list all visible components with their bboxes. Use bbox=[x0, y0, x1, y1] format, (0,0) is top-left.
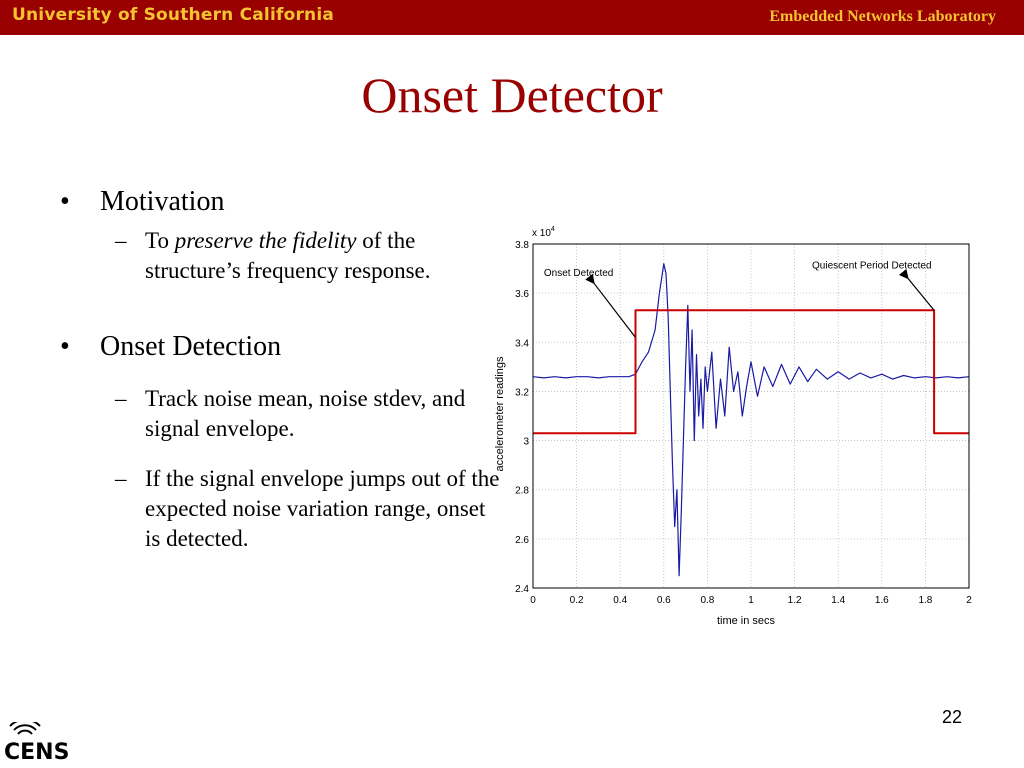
x-tick-label: 1 bbox=[748, 595, 754, 606]
text-run: of the structure’s frequency response. bbox=[145, 228, 431, 283]
usc-logo: University of Southern California bbox=[12, 5, 335, 25]
bullet-dot-icon: • bbox=[60, 186, 70, 217]
bullet-dot-icon: • bbox=[60, 331, 70, 362]
x-tick-label: 1.8 bbox=[918, 595, 933, 606]
y-tick-label: 3.2 bbox=[515, 387, 529, 399]
sub-bullet bbox=[60, 384, 500, 444]
text-run: To bbox=[145, 228, 175, 253]
sub-bullet bbox=[60, 226, 500, 286]
bullet-label: Onset Detection bbox=[100, 331, 282, 362]
dash-icon: – bbox=[115, 228, 127, 253]
x-tick-label: 1.6 bbox=[874, 595, 889, 606]
y-tick-label: 2.6 bbox=[515, 534, 529, 546]
sub-bullet-text bbox=[145, 228, 430, 283]
x-tick-label: 1.2 bbox=[787, 595, 802, 606]
bullet-label: Motivation bbox=[100, 186, 225, 217]
annotation-label: Quiescent Period Detected bbox=[812, 260, 932, 272]
sub-bullet-text: If the signal envelope jumps out of the expected noise variation range, onset is detected. bbox=[145, 466, 500, 551]
dash-icon: – bbox=[115, 386, 127, 411]
text-run-italic: preserve the fidelity bbox=[174, 228, 357, 253]
x-tick-label: 2 bbox=[966, 595, 972, 606]
header-bar bbox=[0, 0, 1024, 35]
y-tick-label: 3.4 bbox=[515, 338, 529, 350]
y-tick-label: 2.4 bbox=[515, 584, 529, 595]
y-tick-label: 3 bbox=[523, 436, 529, 448]
lab-name: Embedded Networks Laboratory bbox=[769, 8, 996, 25]
y-tick-label: 3.8 bbox=[515, 240, 529, 251]
sub-bullet-text: Track noise mean, noise stdev, and signal envelope. bbox=[145, 386, 466, 441]
x-tick-label: 0.8 bbox=[700, 595, 715, 606]
sub-bullet bbox=[60, 464, 500, 554]
y-multiplier-label: x $10^4$ bbox=[532, 226, 555, 239]
slide-number: 22 bbox=[942, 707, 963, 727]
y-tick-label: 3.6 bbox=[515, 289, 529, 301]
x-tick-label: 0.2 bbox=[569, 595, 584, 606]
bullet-motivation bbox=[60, 185, 500, 219]
svg-text:CENS: CENS bbox=[4, 740, 70, 765]
cens-logo bbox=[4, 722, 74, 768]
slide-title: Onset Detector bbox=[361, 67, 663, 123]
y-axis-label: accelerometer readings bbox=[494, 356, 506, 472]
annotation-label: Onset Detected bbox=[543, 267, 614, 279]
x-tick-label: 1.4 bbox=[831, 595, 846, 606]
x-tick-label: 0 bbox=[530, 595, 536, 606]
bullet-list bbox=[60, 185, 500, 554]
accelerometer-chart bbox=[492, 222, 992, 632]
x-axis-label: time in secs bbox=[716, 615, 776, 627]
dash-icon: – bbox=[115, 466, 127, 491]
x-tick-label: 0.6 bbox=[656, 595, 671, 606]
y-tick-label: 2.8 bbox=[515, 485, 529, 497]
bullet-onset-detection bbox=[60, 330, 500, 364]
x-tick-label: 0.4 bbox=[613, 595, 628, 606]
